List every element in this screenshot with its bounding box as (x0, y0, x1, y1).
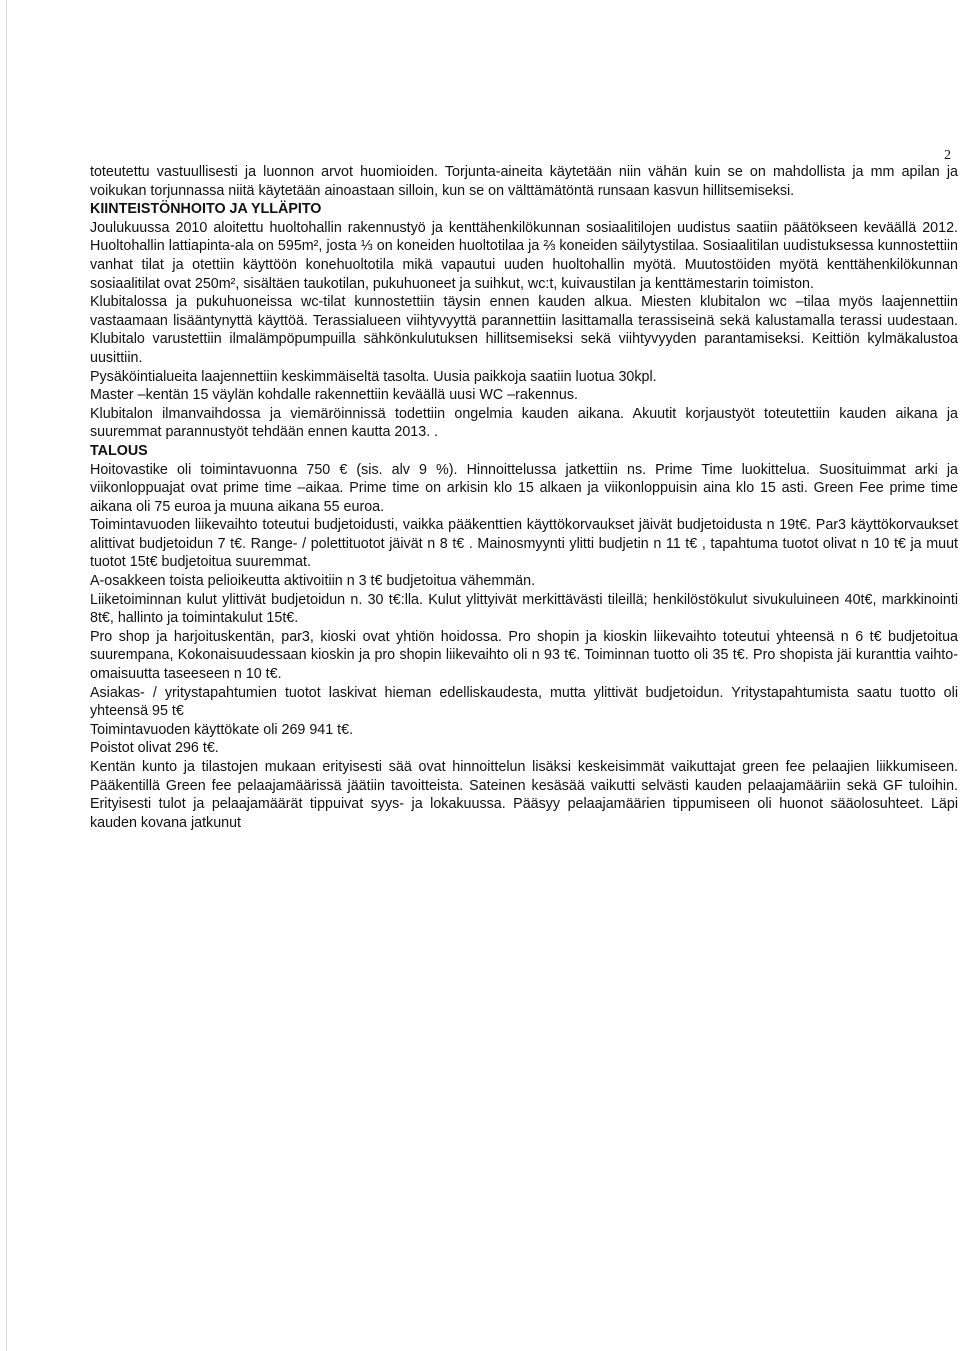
paragraph: Kentän kunto ja tilastojen mukaan erityisesti sää ovat hinnoittelun lisäksi keskeisimmät vaikuttajat green fee pelaajien liikkumiseen. Pääkentillä Green fee pelaajamäärissä jäätiin tavoitteista. Sateinen kesäsää vaikutti selvästi kauden pelaajamääriin sekä GF tuloihin. Erityisesti tulot ja pelaajamäärät tippuivat syys- ja lokakuussa. Pääsyy pelaajamäärien tippumiseen oli huonot sääolosuhteet. Läpi kauden kovana jatkunut (90, 759, 958, 831)
paragraph: Pro shop ja harjoituskentän, par3, kioski ovat yhtiön hoidossa. Pro shopin ja kioskin liikevaihto toteutui yhteensä n 6 t€ budjetoitua suurempana, Kokonaisuudessaan kioskin ja pro shopin liikevaihto oli n 93 t€. Toiminnan tuotto oli 35 t€. Pro shopista jäi kuranttia vaihto-omaisuutta taseeseen n 10 t€. (90, 628, 958, 683)
document-body (90, 163, 958, 832)
section-heading-talous: TALOUS (90, 442, 148, 459)
paragraph: A-osakkeen toista pelioikeutta aktivoitiin n 3 t€ budjetoitua vähemmän. (90, 573, 536, 590)
paragraph: Joulukuussa 2010 aloitettu huoltohallin rakennustyö ja kenttähenkilökunnan sosiaalitilojen uudistus saatiin päätökseen keväällä 2012. Huoltohallin lattiapinta-ala on 595m², josta ⅓ on koneiden huoltotilaa ja ⅔ koneiden säilytystilaa. Sosiaalitilan uudistuksessa kunnostettiin vanhat tilat ja otettiin käyttöön konehuoltotila mikä vapautui uuden huoltohallin myötä. Muutostöiden myötä kenttähenkilökunnan sosiaalitilat ovat 250m², sisältäen taukotilan, pukuhuoneet ja suihkut, wc:t, kuivaustilan ja kenttämestarin toimiston. (90, 219, 958, 292)
paragraph: Asiakas- / yritystapahtumien tuotot laskivat hieman edelliskaudesta, mutta ylittivät budjetoidun. Yritystapahtumista saatu tuotto oli yhteensä 95 t€ (90, 684, 958, 720)
scan-edge-line (6, 0, 7, 1351)
paragraph: Liiketoiminnan kulut ylittivät budjetoidun n. 30 t€:lla. Kulut ylittyivät merkittävästi tileillä; henkilöstökulut sivukuluineen 40t€, markkinointi 8t€, hallinto ja toimintakulut 15t€. (90, 591, 958, 627)
paragraph: Toimintavuoden käyttökate oli 269 941 t€. (90, 721, 354, 738)
paragraph: Hoitovastike oli toimintavuonna 750 € (sis. alv 9 %). Hinnoittelussa jatkettiin ns. Prime Time luokittelua. Suosituimmat arki ja viikonloppuajat ovat prime time –aikaa. Prime time on arkisin klo 15 alkaen ja viikonloppuisin aina klo 15 asti. Green Fee prime time aikana oli 75 euroa ja muuna aikana 55 euroa. (90, 461, 958, 515)
paragraph: Toimintavuoden liikevaihto toteutui budjetoidusti, vaikka pääkenttien käyttökorvaukset jäivät budjetoidusta n 19t€. Par3 käyttökorvaukset alittivat budjetoidun 7 t€. Range- / polettituotot jäivät n 8 t€ . Mainosmyynti ylitti budjetin n 11 t€ , tapahtuma tuotot olivat n 10 t€ ja muut tuotot 15t€ budjetoitua suuremmat. (90, 517, 958, 571)
page-number: 2 (944, 148, 951, 163)
paragraph: Klubitalon ilmanvaihdossa ja viemäröinnissä todettiin ongelmia kauden aikana. Akuutit korjaustyöt toteutettiin kauden aikana ja suuremmat parannustyöt tehdään ennen kautta 2013. . (90, 405, 958, 441)
paragraph: Poistot olivat 296 t€. (90, 740, 219, 757)
paragraph: Klubitalossa ja pukuhuoneissa wc-tilat kunnostettiin täysin ennen kauden alkua. Miesten klubitalon wc –tilaa myös laajennettiin vastaamaan lisääntynyttä käyttöä. Terassialueen viihtyvyyttä parannettiin lasittamalla terassiseinä sekä kalustamalla terassi uudestaan. Klubitalo varustettiin ilmalämpöpumpuilla sähkönkulutuksen hillitsemiseksi sekä viihtyvyyden parantamiseksi. Keittiön kylmäkalustoa uusittiin. (90, 294, 958, 366)
section-heading-kiinteistonhoito: KIINTEISTÖNHOITO JA YLLÄPITO (90, 201, 322, 218)
paragraph: Master –kentän 15 väylän kohdalle rakennettiin keväällä uusi WC –rakennus. (90, 387, 578, 404)
paragraph: Pysäköintialueita laajennettiin keskimmäiseltä tasolta. Uusia paikkoja saatiin luotua 30kpl. (90, 368, 657, 385)
intro-paragraph: toteutettu vastuullisesti ja luonnon arvot huomioiden. Torjunta-aineita käytetään niin vähän kuin se on mahdollista ja mm apilan ja voikukan torjunnassa niitä käytetään ainoastaan silloin, kun se on välttämätöntä runsaan kasvun hillitsemiseksi. (90, 164, 958, 199)
